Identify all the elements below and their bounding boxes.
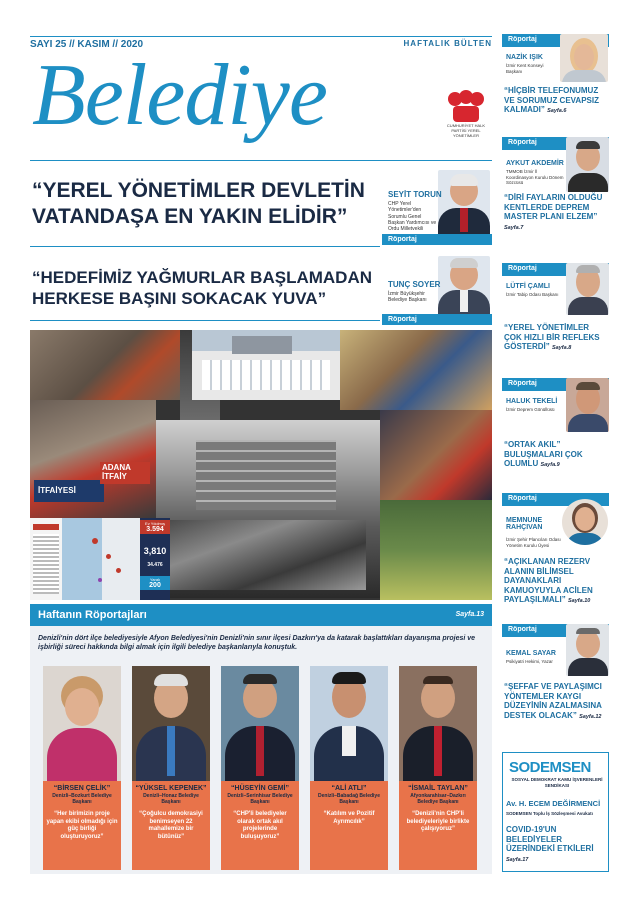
sidebar-name: HALUK TEKELİ <box>506 398 558 405</box>
interview-card[interactable] <box>310 666 388 870</box>
sidebar-desc: İzmir Şehir Plancıları Odası Yönetim Kurulu Üyesi <box>506 537 561 548</box>
lead-rule-1 <box>30 246 380 247</box>
lead-desc-2: İzmir Büyükşehir Belediye Başkanı <box>388 291 427 304</box>
tunc-soyer-photo <box>438 256 490 316</box>
stat-value-2: 3,810 <box>143 546 167 556</box>
fire-truck-label-2: ADANA İTFAİY <box>100 462 150 484</box>
volunteers-photo <box>380 500 492 600</box>
sidebar-page: Sayfa.6 <box>547 108 567 115</box>
sidebar-name: KEMAL SAYAR <box>506 650 556 657</box>
sidebar-name: NAZİK IŞIK <box>506 54 543 61</box>
sidebar-tag: Röportaj <box>502 263 609 276</box>
sidebar-name: LÜTFİ ÇAMLI <box>506 283 550 290</box>
sidebar-page: Sayfa.7 <box>504 224 524 231</box>
interviewee-title: Denizli–Babadağ Belediye Başkanı <box>318 793 380 805</box>
huseyin-gemi-photo <box>221 666 299 781</box>
sidebar-desc: TMMOB İzmir İl Koordinasyon Kurulu Dönem Sözcüsü <box>506 169 564 186</box>
sodemsen-desc: SODEMSEN Toplu İş Sözleşmesi Avukatı <box>506 811 593 816</box>
lead-name-2: TUNÇ SOYER <box>388 280 441 289</box>
sidebar-interview-1[interactable] <box>502 34 609 139</box>
lead-headline-1[interactable]: “YEREL YÖNETİMLER DEVLETİN VATANDAŞA EN YAKIN ELİDİR” <box>32 179 365 229</box>
kemal-sayar-photo <box>566 624 609 676</box>
ismail-taylan-photo <box>399 666 477 781</box>
stat-value-1: 3.594 <box>146 526 164 533</box>
interview-card[interactable] <box>43 666 121 870</box>
logo-caption: CUMHURİYET HALK PARTİSİ YEREL YÖNETİMLER <box>446 123 486 138</box>
yuksel-kepenek-photo <box>132 666 210 781</box>
sidebar-quote: “YEREL YÖNETİMLER ÇOK HIZLI BİR REFLEKS GÖSTERDİ” Sayfa.8 <box>504 323 600 352</box>
interviewee-quote: “Çoğulcu demokrasiyi benimseyen 22 mahallemize bir bütünüz” <box>139 811 203 840</box>
lead-tag-2[interactable]: Röportaj <box>382 314 492 325</box>
interview-card[interactable] <box>221 666 299 870</box>
issue-info: SAYI 25 // KASIM // 2020 <box>30 39 144 50</box>
weekly-interviews-section <box>30 604 492 874</box>
sidebar-tag: Röportaj <box>502 378 609 391</box>
interviews-intro: Denizli'nin dört ilçe belediyesiyle Afyon Belediyesi'nin Denizli'nin sınır ilçesi Dazkırı'ya da katarak başlattıkları dayanışma projesi ve işbirliği süreci hakkında bilgi almak için ilgili belediye başkanlarıyla konuştuk. <box>38 635 476 652</box>
sidebar-tag: Röportaj <box>502 137 609 150</box>
haluk-tekeli-photo <box>566 378 609 432</box>
memnune-rahcivan-photo <box>562 499 608 545</box>
sidebar-interview-6[interactable] <box>502 624 609 742</box>
interview-card-text <box>43 781 121 870</box>
stat-value-3: 34.476 <box>147 562 163 568</box>
sidebar-name: MEMNUNE RAHÇIVAN <box>506 517 543 531</box>
sidebar-page: Sayfa.12 <box>579 713 602 720</box>
aykut-akdemir-photo <box>566 137 609 192</box>
weekly-label: HAFTALIK BÜLTEN <box>403 39 492 48</box>
sodemsen-page: Sayfa.17 <box>506 856 529 863</box>
nazik-isik-photo <box>560 34 608 82</box>
interview-card[interactable] <box>399 666 477 870</box>
lead-rule-2 <box>30 320 380 321</box>
sidebar-desc: İzmir Deprem Gönüllüsü <box>506 407 555 412</box>
sidebar-page: Sayfa.10 <box>568 598 591 605</box>
interviewee-quote: “Her birimizin proje yapan ekibi olmadığı için güç birliği oluşturuyoruz” <box>46 811 118 840</box>
sidebar-quote: “HİÇBİR TELEFONUMUZ VE SORUMUZ CEVAPSIZ KALMADI” Sayfa.6 <box>504 86 599 115</box>
sidebar-desc: Psikiyatri Hekimi, Yazar <box>506 659 553 664</box>
newspaper-clip <box>30 518 62 600</box>
interviewee-title: Denizli–Serinhisar Belediye Başkanı <box>227 793 293 805</box>
tent-city-photo <box>192 330 340 400</box>
interviews-header <box>30 604 492 626</box>
sidebar-desc: İzmir Tabip Odası Başkanı <box>506 292 559 297</box>
sidebar-quote: “ORTAK AKIL” BULUŞMALARI ÇOK OLUMLU Sayfa.9 <box>504 440 583 469</box>
interviewee-name: “YÜKSEL KEPENEK” <box>135 785 207 792</box>
sidebar-tag: Röportaj <box>502 493 609 506</box>
masthead: Belediye <box>32 47 327 144</box>
interviewee-quote: “Denizli'nin CHP'li belediyeleriyle birlikte çalışıyoruz” <box>406 811 470 832</box>
sidebar-page: Sayfa.9 <box>540 462 560 469</box>
interviewee-name: “İSMAİL TAYLAN” <box>408 785 468 792</box>
stat-label-4: Yaralı <box>149 577 161 582</box>
aid-supplies-photo <box>340 330 492 410</box>
stat-label-1: Ev Yıkılmış <box>145 521 165 526</box>
rescue-photo-1 <box>30 330 180 400</box>
interviewee-name: “HÜSEYİN GEMİ” <box>231 785 289 792</box>
sidebar-tag: Röportaj <box>502 34 609 47</box>
lutfi-camli-photo <box>566 263 609 315</box>
sidebar-quote: “ŞEFFAF VE PAYLAŞIMCI YÖNTEMLER KAYGI DÜZEYİNİN AZALMASINA DESTEK OLACAK” Sayfa.12 <box>504 682 602 720</box>
sodemsen-name: Av. H. ECEM DEĞİRMENCİ <box>506 799 601 808</box>
lead-name-1: SEYİT TORUN <box>388 190 442 199</box>
interview-card[interactable] <box>132 666 210 870</box>
sidebar-tag: Röportaj <box>502 624 609 637</box>
interviews-page[interactable]: Sayfa.13 <box>455 611 484 618</box>
fire-truck-label: İTFAİYESİ <box>38 486 76 495</box>
sodemsen-box[interactable] <box>502 752 609 872</box>
interviewee-title: Denizli–Bozkurt Belediye Başkanı <box>52 793 112 805</box>
interviewee-name: “BİRSEN ÇELİK” <box>53 785 111 792</box>
interview-card-text <box>399 781 477 870</box>
rescued-child-photo <box>380 410 492 500</box>
sidebar-interview-5[interactable] <box>502 493 609 615</box>
interview-card-text <box>310 781 388 870</box>
firefighters-photo <box>30 400 156 518</box>
masthead-rule <box>30 160 492 161</box>
interviewee-title: Denizli–Honaz Belediye Başkanı <box>143 793 199 805</box>
birsen-celik-photo <box>43 666 121 781</box>
seyit-torun-photo <box>438 170 490 236</box>
earthquake-photo-collage <box>30 330 492 600</box>
sodemsen-sub: SOSYAL DEMOKRAT KAMU İŞVERENLERİ SENDİKASI <box>511 777 603 788</box>
chp-logo-icon <box>446 90 486 124</box>
interviews-title: Haftanın Röportajları <box>38 609 147 621</box>
lead-desc-1: CHP Yerel Yönetimler'den Sorumlu Genel Başkan Yardımcısı ve Ordu Milletvekili <box>388 201 437 232</box>
lead-tag-1[interactable]: Röportaj <box>382 234 492 245</box>
sidebar-interview-4[interactable] <box>502 378 609 480</box>
sidebar-desc: İzmir Kent Konseyi Başkanı <box>506 63 544 74</box>
sodemsen-quote: COVID-19'UN BELEDİYELER ÜZERİNDEKİ ETKİLERİ Sayfa.17 <box>506 825 594 863</box>
stats-panel <box>140 518 170 600</box>
earthquake-map <box>62 518 142 600</box>
interviewee-name: “ALİ ATLI” <box>331 785 367 792</box>
interviewee-quote: “Katılım ve Pozitif Ayrımcılık” <box>323 811 375 825</box>
sidebar-page: Sayfa.8 <box>552 345 572 352</box>
sodemsen-logo: SODEMSEN <box>509 759 591 776</box>
sidebar-quote: “DİRİ FAYLARIN OLDUĞU KENTLERDE DEPREM MASTER PLANI ELZEM” Sayfa.7 <box>504 193 603 231</box>
interviewee-quote: “CHP'li belediyeler olarak ortak akıl projelerinde buluşuyoruz” <box>233 811 287 840</box>
chp-logo <box>440 90 492 144</box>
sidebar-interview-3[interactable] <box>502 263 609 363</box>
lead-headline-2[interactable]: “HEDEFİMİZ YAĞMURLAR BAŞLAMADAN HERKESE BAŞINI SOKACAK YUVA” <box>32 268 372 309</box>
interview-card-text <box>132 781 210 870</box>
sidebar-quote: “AÇIKLANAN REZERV ALANIN BİLİMSEL DAYANAKLARI KAMUOYUYLA ACİLEN PAYLAŞILMALI” Sayfa.10 <box>504 557 593 605</box>
interview-card-text <box>221 781 299 870</box>
interviewee-title: Afyonkarahisar–Dazkırı Belediye Başkanı <box>410 793 466 805</box>
stat-value-4: 200 <box>149 582 161 589</box>
collapsed-building-photo <box>156 420 380 598</box>
sidebar-name: AYKUT AKDEMİR <box>506 160 564 167</box>
sidebar-interview-2[interactable] <box>502 137 609 247</box>
ali-atli-photo <box>310 666 388 781</box>
